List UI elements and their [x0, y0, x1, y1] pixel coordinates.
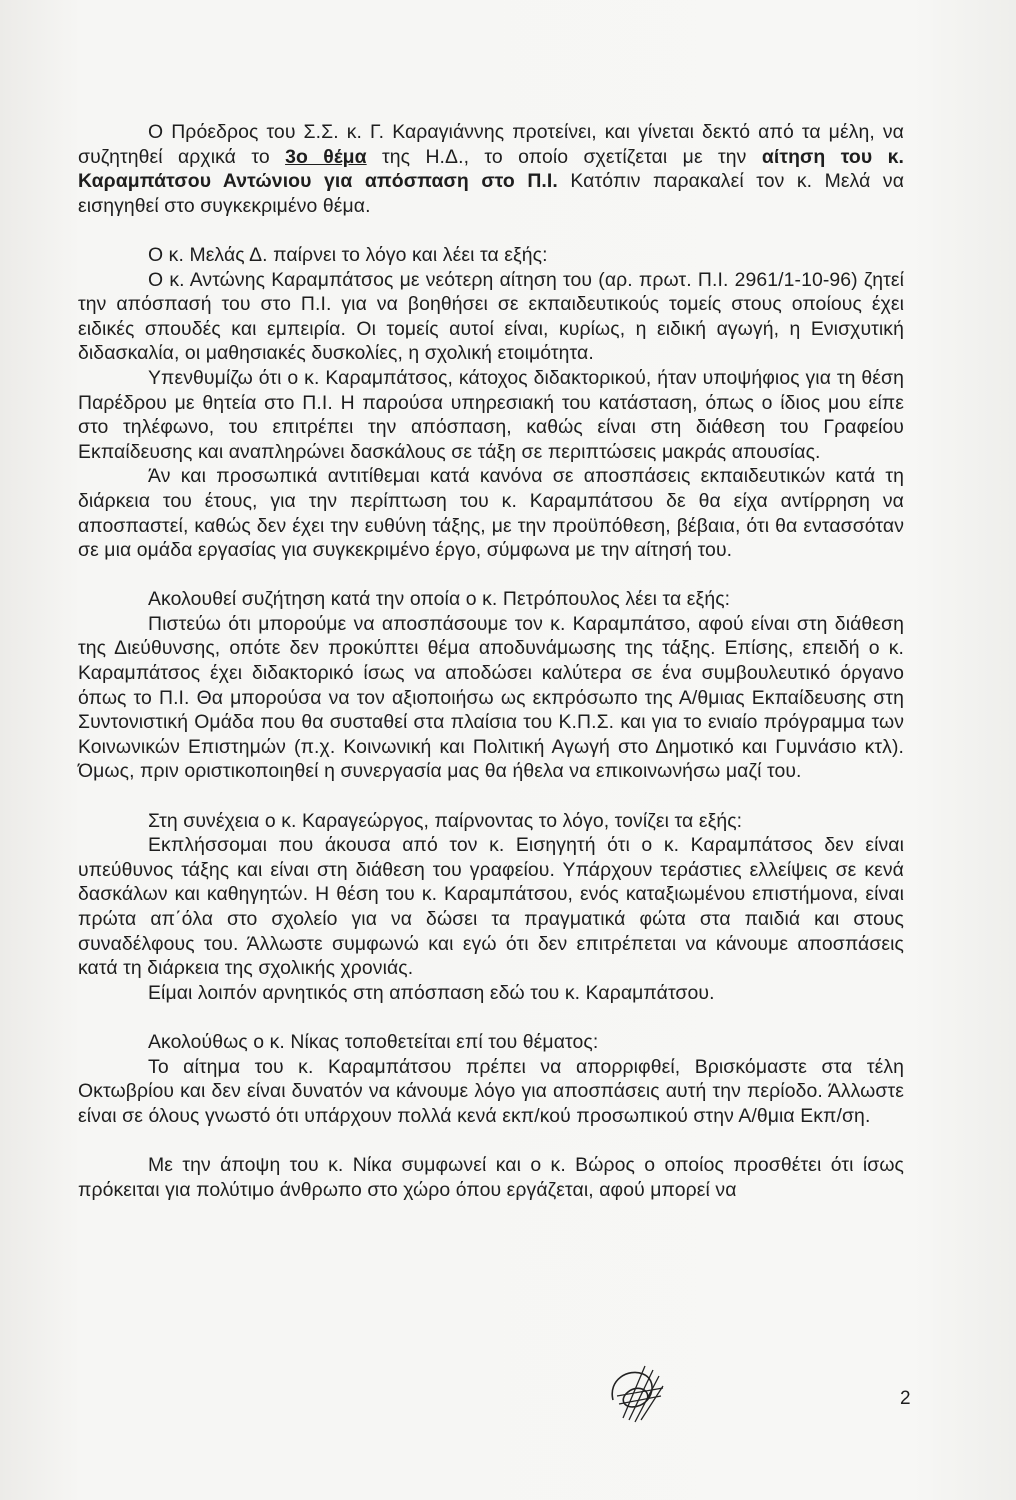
- paragraph-intro: [78, 120, 904, 218]
- intro-text-2: της Η.Δ., το οποίο σχετίζεται με την: [366, 145, 762, 168]
- paragraph-karageorgos-2: Είμαι λοιπόν αρνητικός στη απόσπαση εδώ του κ. Καραμπάτσου.: [148, 981, 715, 1004]
- paragraph-karageorgos-1: Εκπλήσσομαι που άκουσα από τον κ. Εισηγητή ότι ο κ. Καραμπάτσος δεν είναι υπεύθυνος τάξης και είναι στη διάθεση του γραφείου. Υπάρχουν τεράστιες ελλείψεις σε κενά δασκάλων και καθηγητών. Η θέση του κ. Καραμπάτσου, ενός καταξιωμένου επιστήμονα, είναι πρώτα απ΄όλα στο σχολείο για να δώσει τα πραγματικά φώτα στα παιδιά και στους συναδέλφους του. Άλλωστε συμφωνώ και εγώ ότι δεν επιτρέπεται να κάνουμε αποσπάσεις κατά τη διάρκεια της σχολικής χρονιάς.: [78, 834, 904, 980]
- signature-initials: [603, 1360, 673, 1430]
- paragraph-voros: Με την άποψη του κ. Νίκα συμφωνεί και ο κ. Βώρος ο οποίος προσθέτει ότι ίσως πρόκειται για πολύτιμο άνθρωπο στο χώρο όπου εργάζεται, αφού μπορεί να: [78, 1153, 904, 1201]
- paragraph-melas-1: Ο κ. Αντώνης Καραμπάτσος με νεότερη αίτηση του (αρ. πρωτ. Π.Ι. 2961/1-10-96) ζητεί την απόσπασή του στο Π.Ι. για να βοηθήσει σε εκπαιδευτικούς τομείς στους οποίους έχει ειδικές σπουδές και εμπειρία. Οι τομείς αυτοί είναι, κυρίως, η ειδική αγωγή, η Ενισχυτική διδασκαλία, οι μαθησιακές δυσκολίες, η σχολική ετοιμότητα.: [78, 268, 904, 365]
- page-number: 2: [900, 1388, 911, 1409]
- intro-text-3: Κατόπιν παρακαλεί τον κ. Μελά να εισηγηθεί στο συγκεκριμένο θέμα.: [78, 170, 905, 217]
- topic-number: 3ο θέμα: [285, 145, 367, 168]
- paragraph-melas-intro: Ο κ. Μελάς Δ. παίρνει το λόγο και λέει τα εξής:: [148, 243, 548, 266]
- intro-text-1: Ο Πρόεδρος του Σ.Σ. κ. Γ. Καραγιάννης προτείνει, και γίνεται δεκτό από τα μέλη, να συζητηθεί αρχικά το: [78, 121, 904, 168]
- paragraph-petropoulos-intro: Ακολουθεί συζήτηση κατά την οποία ο κ. Πετρόπουλος λέει τα εξής:: [148, 588, 731, 611]
- paragraph-karageorgos-intro: Στη συνέχεια ο κ. Καραγεώργος, παίρνοντας το λόγο, τονίζει τα εξής:: [148, 809, 743, 832]
- paragraph-melas-3: Άν και προσωπικά αντιτίθεμαι κατά κανόνα σε αποσπάσεις εκπαιδευτικών κατά τη διάρκεια του έτους, για την περίπτωση του κ. Καραμπάτσου δε θα είχα αντίρρηση να αποσπαστεί, καθώς δεν έχει την ευθύνη τάξης, με την προϋπόθεση, βέβαια, ότι θα εντασσόταν σε μια ομάδα εργασίας για συγκεκριμένο έργο, σύμφωνα με την αίτησή του.: [78, 465, 904, 562]
- paragraph-melas-2: Υπενθυμίζω ότι ο κ. Καραμπάτσος, κάτοχος διδακτορικού, ήταν υποψήφιος για τη θέση Παρέδρου με θητεία στο Π.Ι. Η παρούσα υπηρεσιακή του κατάσταση, όπως ο ίδιος μου είπε στο τηλέφωνο, του επιτρέπει την απόσπαση, καθώς είναι στη διάθεση του Γραφείου Εκπαίδευσης και αναπληρώνει δασκάλους σε τάξη σε περιπτώσεις μακράς απουσίας.: [78, 366, 904, 463]
- paragraph-nikas-intro: Ακολούθως ο κ. Νίκας τοποθετείται επί του θέματος:: [148, 1030, 599, 1053]
- document-body: [78, 120, 904, 1202]
- paragraph-petropoulos: Πιστεύω ότι μπορούμε να αποσπάσουμε τον κ. Καραμπάτσο, αφού είναι στη διάθεση της Διεύθυνσης, οπότε δεν προκύπτει θέμα αποδυνάμωσης της τάξης. Επίσης, επειδή ο κ. Καραμπάτσος έχει διδακτορικό ίσως να αποδώσει καλύτερα σε ένα συμβουλευτικό όργανο όπως το Π.Ι. Θα μπορούσα να τον αξιοποιήσω ως εκπρόσωπο της Α/θμιας Εκπαίδευσης στη Συντονιστική Ομάδα που θα συσταθεί στα πλαίσια του Κ.Π.Σ. και για το ενιαίο πρόγραμμα των Κοινωνικών Επιστημών (π.χ. Κοινωνική και Πολιτική Αγωγή στο Δημοτικό και Γυμνάσιο κτλ). Όμως, πριν οριστικοποιηθεί η συνεργασία μας θα ήθελα να επικοινωνήσω μαζί του.: [78, 612, 904, 783]
- request-title: αίτηση του κ. Καραμπάτσου Αντώνιου για απόσπαση στο Π.Ι.: [78, 145, 905, 193]
- paragraph-nikas: Το αίτημα του κ. Καραμπάτσου πρέπει να απορριφθεί, Βρισκόμαστε στα τέλη Οκτωβρίου και δεν είναι δυνατόν να κάνουμε λόγο για αποσπάσεις αυτή την περίοδο. Άλλωστε είναι σε όλους γνωστό ότι υπάρχουν πολλά κενά εκπ/κού προσωπικού στην Α/θμια Εκπ/ση.: [78, 1055, 904, 1127]
